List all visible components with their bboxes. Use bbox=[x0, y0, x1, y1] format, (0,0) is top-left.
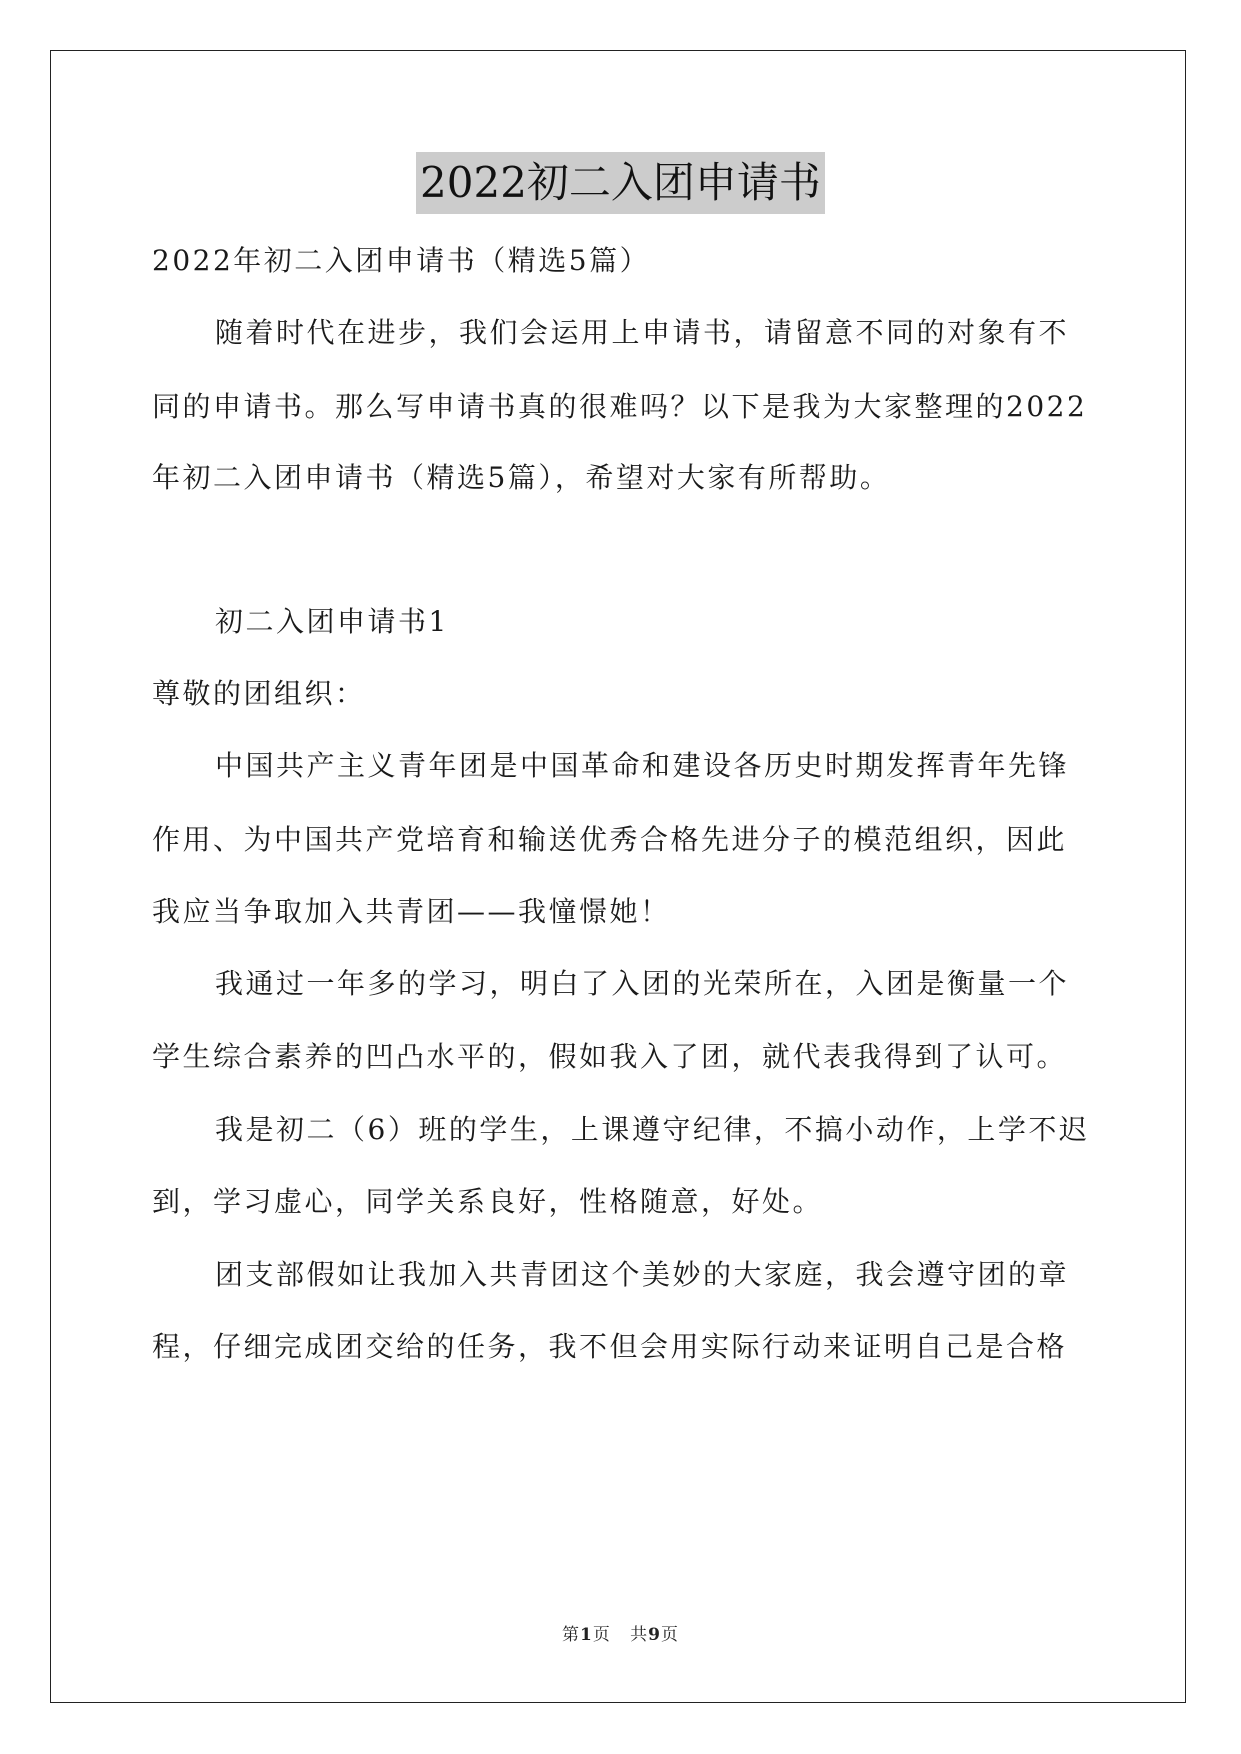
intro-line-1: 随着时代在进步，我们会运用上申请书，请留意不同的对象有不 bbox=[215, 316, 1070, 349]
footer-page-suffix: 页 bbox=[592, 1625, 611, 1645]
body-line-5: 学生综合素养的凹凸水平的，假如我入了团，就代表我得到了认可。 bbox=[152, 1040, 1068, 1073]
salutation: 尊敬的团组织： bbox=[152, 677, 366, 710]
body-line-2: 作用、为中国共产党培育和输送优秀合格先进分子的模范组织，因此 bbox=[152, 823, 1068, 856]
body-line-4: 我通过一年多的学习，明白了入团的光荣所在，入团是衡量一个 bbox=[215, 967, 1070, 1000]
document-title: 2022初二入团申请书 bbox=[416, 152, 825, 214]
body-line-3: 我应当争取加入共青团——我憧憬她！ bbox=[152, 895, 671, 928]
intro-line-2: 同的申请书。那么写申请书真的很难吗？以下是我为大家整理的2022 bbox=[152, 390, 1088, 423]
title-wrap bbox=[0, 152, 1241, 214]
intro-line-3: 年初二入团申请书（精选5篇），希望对大家有所帮助。 bbox=[152, 461, 891, 494]
document-subtitle: 2022年初二入团申请书（精选5篇） bbox=[152, 244, 651, 277]
footer-total-suffix: 页 bbox=[660, 1625, 679, 1645]
page-footer bbox=[0, 1620, 1241, 1645]
page-border bbox=[50, 50, 1186, 1703]
footer-total-pages: 9 bbox=[648, 1625, 661, 1645]
footer-page-number: 1 bbox=[580, 1625, 593, 1645]
body-line-1: 中国共产主义青年团是中国革命和建设各历史时期发挥青年先锋 bbox=[215, 749, 1070, 782]
body-line-8: 团支部假如让我加入共青团这个美妙的大家庭，我会遵守团的章 bbox=[215, 1258, 1070, 1291]
body-line-6: 我是初二（6）班的学生，上课遵守纪律，不搞小动作，上学不迟 bbox=[215, 1113, 1090, 1146]
section-heading: 初二入团申请书1 bbox=[215, 605, 449, 638]
footer-page-prefix: 第 bbox=[562, 1625, 581, 1645]
body-line-9: 程，仔细完成团交给的任务，我不但会用实际行动来证明自己是合格 bbox=[152, 1330, 1068, 1363]
footer-total-prefix: 共 bbox=[630, 1625, 649, 1645]
body-line-7: 到，学习虚心，同学关系良好，性格随意，好处。 bbox=[152, 1185, 824, 1218]
